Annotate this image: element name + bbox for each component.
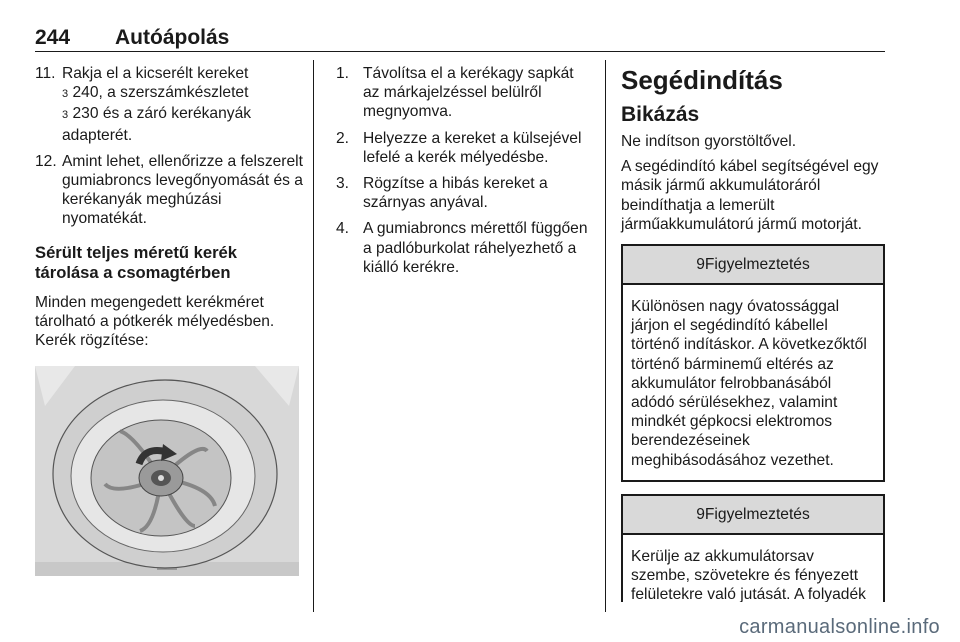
- step-text: A gumiabroncs mérettől függően a padlóburkolat ráhelyezhető a kiálló kerékre.: [363, 220, 588, 276]
- header-rule: [35, 51, 885, 52]
- page-ref-icon: 3: [62, 88, 69, 101]
- warning-box: [621, 494, 885, 602]
- page-number: 244: [35, 26, 71, 49]
- warning-box: [621, 244, 885, 482]
- step-text: 230 és a záró kerékanyák adapterét.: [62, 105, 252, 144]
- step-4: [336, 219, 594, 277]
- page-header: [35, 26, 885, 52]
- step-number: 3.: [336, 175, 350, 193]
- watermark: carmanualsonline.info: [739, 616, 940, 638]
- section-subtitle: Bikázás: [621, 103, 700, 126]
- column-divider-2: [605, 60, 606, 612]
- paragraph: A segédindító kábel segítségével egy másik jármű akkumulátoráról beindíthatja a lemerült járműakkumulátorú jármű motorját.: [621, 158, 879, 233]
- warning-text: Kerülje az akkumulátorsav szembe, szövetekre és fényezett felületekre való jutását. A folyadék: [631, 547, 866, 602]
- step-number: 12.: [35, 152, 57, 170]
- warning-header: [623, 496, 883, 535]
- page-ref-icon: 3: [62, 109, 69, 122]
- section-title: Segédindítás: [621, 65, 783, 95]
- section-subheading: Sérült teljes méretű kerék tárolása a csomagtérben: [35, 242, 237, 282]
- step-text: Rakja el a kicserélt kereket: [62, 65, 249, 82]
- column-2: [336, 64, 594, 284]
- step-number: 4.: [336, 220, 350, 238]
- warning-icon: 9: [696, 505, 705, 523]
- step-12: [35, 152, 303, 229]
- step-1: [336, 64, 594, 122]
- column-3: [621, 64, 885, 602]
- spare-wheel-illustration: [35, 366, 299, 576]
- step-text: 240, a szerszámkészletet: [72, 84, 249, 102]
- column-1: [35, 64, 303, 576]
- step-number: 1.: [336, 65, 350, 82]
- column-divider-1: [313, 60, 314, 612]
- warning-header: [623, 246, 883, 285]
- step-11: [35, 64, 303, 145]
- warning-title: Figyelmeztetés: [704, 505, 810, 523]
- step-text: Amint lehet, ellenőrizze a felszerelt gumiabroncs levegőnyomását és a kerékanyák meghúzási nyomatékát.: [62, 152, 303, 228]
- warning-text: Különösen nagy óvatossággal járjon el segédindító kábellel történő indításkor. A következőktől történő bárminemű eltérés az akkumulátor felrobbanásából adódó sérülésekhez, valamint mindkét gépkocsi elektromos berendezéseinek meghibásodásához vezethet.: [631, 298, 867, 469]
- step-text: Helyezze a kereket a külsejével lefelé a kerék mélyedésbe.: [363, 129, 582, 166]
- step-number: 11.: [35, 65, 56, 82]
- step-2: [336, 129, 594, 167]
- step-3: [336, 174, 594, 212]
- step-list: [35, 64, 303, 229]
- warning-title: Figyelmeztetés: [704, 255, 810, 273]
- step-text: Távolítsa el a kerékagy sapkát az márkajelzéssel belülről megnyomva.: [363, 65, 574, 121]
- step-list: [336, 64, 594, 277]
- step-text: Rögzítse a hibás kereket a szárnyas anyával.: [363, 175, 548, 212]
- warning-icon: 9: [696, 255, 705, 273]
- paragraph: Ne indítson gyorstöltővel.: [621, 133, 797, 150]
- chapter-title: Autóápolás: [115, 26, 230, 49]
- step-number: 2.: [336, 129, 350, 147]
- paragraph: Minden megengedett kerékméret tárolható a pótkerék mélyedésben. Kerék rögzítése:: [35, 293, 275, 350]
